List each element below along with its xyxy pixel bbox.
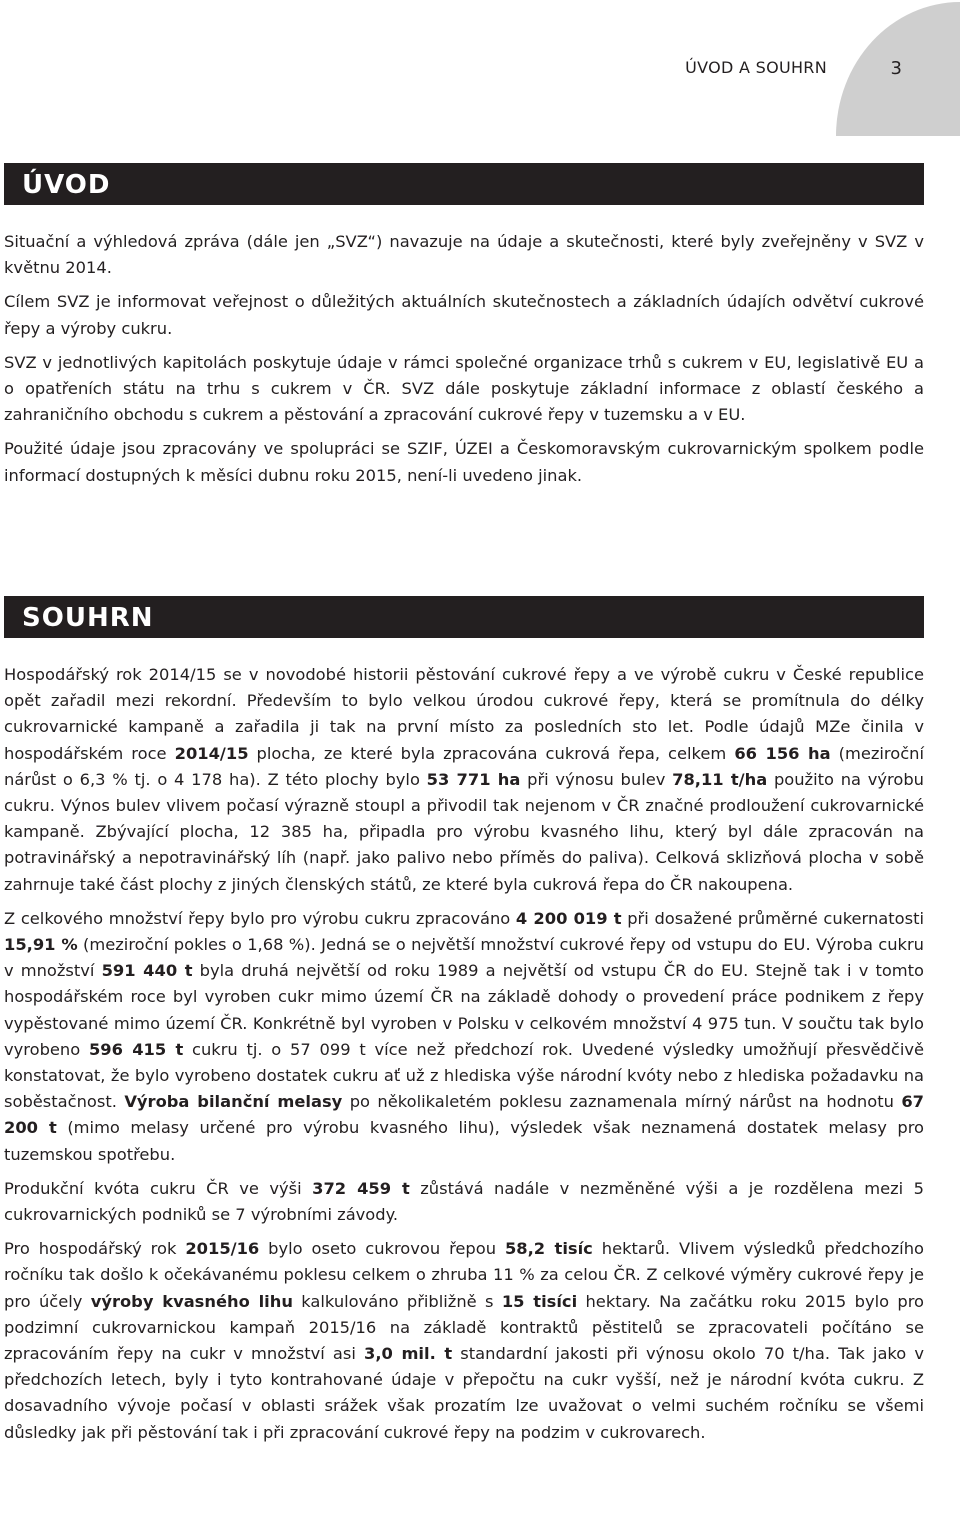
bold-text: 78,11 t/ha: [672, 769, 768, 789]
bold-text: 53 771 ha: [426, 769, 521, 789]
text-run: hektary. Na začátku roku 2015 bylo pro podzimní cukrovarnickou kampaň 2015/16 na základě kontraktů pěstitelů se zpracovateli počítáno se zpracováním řepy na cukr v množství asi: [4, 1291, 925, 1364]
text-run: standardní jakosti při výnosu okolo 70 t/ha. Tak jako v předchozích letech, byly i tyto kontrahované údaje v přepočtu na cukr vyšší, než je národní kvóta cukru. Z dosavadního vývoje počasí v oblasti srážek však prozatím lze uvažovat o velmi suchém ročníku se všemi důsledky jak při pěstování tak i při zpracování cukrové řepy na podzim v cukrovarech.: [4, 1344, 924, 1442]
text-run: plocha, ze které byla zpracována cukrová řepa, celkem: [248, 743, 735, 763]
text-run: Z celkového množství řepy bylo pro výrobu cukru zpracováno: [4, 908, 516, 928]
page-number: 3: [890, 58, 902, 79]
bold-text: 3,0 mil. t: [364, 1344, 453, 1364]
text-run: cukru tj. o 57 099 t více než předchozí rok. Uvedené výsledky umožňují přesvědčivě konstatovat, že bylo vyrobeno dostatek cukru ať už z hlediska výše národní kvóty nebo z hlediska požadavku na soběstačnost.: [4, 1039, 925, 1112]
paragraph: [4, 662, 924, 898]
bold-text: 2014/15: [174, 743, 249, 763]
paragraph: [4, 289, 924, 341]
text-run: Použité údaje jsou zpracovány ve spolupráci se SZIF, ÚZEI a Českomoravským cukrovarnickým spolkem podle informací dostupných k měsíci dubnu roku 2015, není-li uvedeno jinak.: [4, 439, 924, 485]
bold-text: 591 440 t: [101, 961, 193, 981]
text-run: Hospodářský rok 2014/15 se v novodobé historii pěstování cukrové řepy a ve výrobě cukru v České republice opět zařadil mezi rekordní. Především to bylo velkou úrodou cukrové řepy, která se promítnula do délky cukrovarnické kampaně a zařadila ji tak na první místo za posledních sto let. Podle údajů MZe činila v hospodářském roce: [4, 665, 924, 763]
bold-text: 66 156 ha: [734, 743, 831, 763]
running-header: ÚVOD A SOUHRN: [685, 58, 827, 77]
text-run: při výnosu bulev: [520, 769, 673, 789]
text-run: bylo oseto cukrovou řepou: [259, 1239, 505, 1259]
bold-text: 4 200 019 t: [515, 908, 622, 928]
text-run: Pro hospodářský rok: [4, 1239, 186, 1259]
section-title-souhrn: SOUHRN: [4, 596, 924, 638]
section-title-uvod: ÚVOD: [4, 163, 924, 205]
text-run: při dosažené průměrné cukernatosti: [621, 908, 924, 928]
bold-text: 15 tisíci: [501, 1291, 578, 1311]
bold-text: 596 415 t: [88, 1039, 184, 1059]
bold-text: 15,91 %: [4, 935, 78, 955]
text-run: (meziroční nárůst o 6,3 % tj. o 4 178 ha). Z této plochy bylo: [4, 743, 925, 789]
text-run: po několikaletém poklesu zaznamenala mírný nárůst na hodnotu: [342, 1092, 902, 1112]
paragraph: [4, 1176, 924, 1228]
bold-text: 372 459 t: [312, 1178, 410, 1198]
paragraph: [4, 436, 924, 488]
text-run: zůstává nadále v nezměněné výši a je rozdělena mezi 5 cukrovarnických podniků se 7 výrobními závody.: [4, 1178, 924, 1225]
text-run: (mimo melasy určené pro výrobu kvasného lihu), výsledek však neznamená dostatek melasy pro tuzemskou spotřebu.: [4, 1118, 924, 1164]
paragraph: [4, 350, 924, 429]
bold-text: 67 200 t: [4, 1092, 924, 1138]
bold-text: výroby kvasného lihu: [90, 1291, 293, 1311]
paragraph: [4, 229, 924, 281]
bold-text: 58,2 tisíc: [504, 1239, 593, 1259]
text-run: (meziroční pokles o 1,68 %). Jedná se o největší množství cukrové řepy od vstupu do EU. Výroba cukru v množství: [4, 935, 924, 981]
text-run: SVZ v jednotlivých kapitolách poskytuje údaje v rámci společné organizace trhů s cukrem v EU, legislativě EU a o opatřeních státu na trhu s cukrem v ČR. SVZ dále poskytuje základní informace z oblastí českého a zahraničního obchodu s cukrem a pěstování a zpracování cukrové řepy v tuzemsku a v EU.: [4, 352, 924, 425]
paragraph: [4, 906, 924, 1168]
text-run: Cílem SVZ je informovat veřejnost o důležitých aktuálních skutečnostech a základních údajích odvětví cukrové řepy a výroby cukru.: [4, 292, 924, 338]
text-run: Situační a výhledová zpráva (dále jen „SVZ“) navazuje na údaje a skutečnosti, které byly zveřejněny v SVZ v květnu 2014.: [4, 232, 924, 278]
text-run: kalkulováno přibližně s: [292, 1291, 502, 1311]
text-run: hektarů. Vlivem výsledků předchozího ročníku tak došlo k očekávanému poklesu celkem o zhruba 11 % za celou ČR. Z celkové výměry cukrové řepy je pro účely: [4, 1239, 924, 1311]
text-run: Produkční kvóta cukru ČR ve výši: [4, 1178, 313, 1198]
text-run: použito na výrobu cukru. Výnos bulev vlivem počasí výrazně stoupl a přivodil tak nejenom v ČR značné prodloužení cukrovarnické kampaně. Zbývající plocha, 12 385 ha, připadla pro výrobu kvasného lihu, který byl dále zpracován na potravinářský a nepotravinářský líh (např. jako palivo nebo příměs do paliva). Celková sklizňová plocha v sobě zahrnuje také část plochy z jiných členských států, ze které byla cukrová řepa do ČR nakoupena.: [4, 769, 924, 894]
bold-text: 2015/16: [185, 1239, 260, 1259]
text-run: byla druhá největší od roku 1989 a největší od vstupu ČR do EU. Stejně tak i v tomto hospodářském roce byl vyroben cukr mimo území ČR na základě dohody o provedení práce podnikem z řepy vypěstované mimo území ČR. Konkrétně byl vyroben v Polsku v celkovém množství 4 975 tun. V součtu tak bylo vyrobeno: [4, 961, 924, 1059]
bold-text: Výroba bilanční melasy: [124, 1092, 343, 1112]
souhrn-body: [4, 662, 924, 1454]
paragraph: [4, 1236, 924, 1446]
uvod-body: [4, 229, 924, 497]
